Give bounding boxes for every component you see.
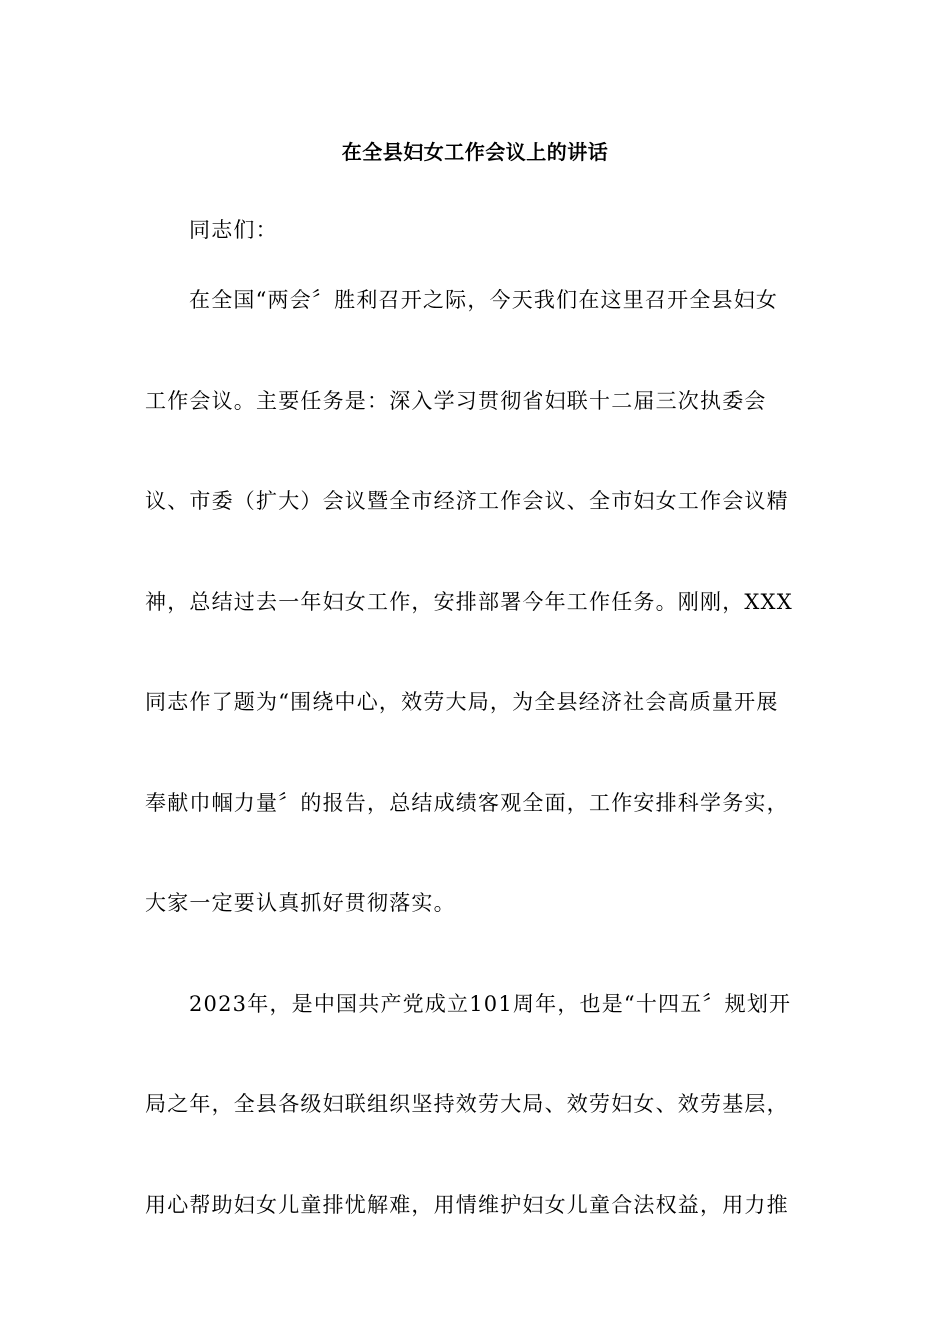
- paragraph-line: 工作会议。主要任务是：深入学习贯彻省妇联十二届三次执委会: [145, 388, 767, 413]
- paragraph-line: 用心帮助妇女儿童排忧解难，用情维护妇女儿童合法权益，用力推: [145, 1192, 789, 1217]
- body-paragraphs: [145, 250, 805, 1255]
- paragraph-line: 奉献巾帼力量〞的报告，总结成绩客观全面，工作安排科学务实，: [145, 790, 789, 815]
- document-title: 在全县妇女工作会议上的讲话: [341, 140, 609, 164]
- paragraph-line: 神，总结过去一年妇女工作，安排部署今年工作任务。刚刚，XXX: [145, 589, 793, 614]
- paragraph-line: 2023年，是中国共产党成立101周年，也是“十四五〞规划开: [189, 991, 792, 1016]
- paragraph-line: 同志作了题为“围绕中心，效劳大局，为全县经济社会高质量开展: [145, 690, 779, 714]
- paragraph-line: 议、市委（扩大）会议暨全市经济工作会议、全市妇女工作会议精: [145, 489, 789, 513]
- paragraph-line: 局之年，全县各级妇联组织坚持效劳大局、效劳妇女、效劳基层，: [145, 1092, 789, 1116]
- paragraph-line: 在全国“两会〞胜利召开之际，今天我们在这里召开全县妇女: [189, 288, 779, 312]
- paragraph-line: 大家一定要认真抓好贯彻落实。: [145, 891, 456, 915]
- salutation: 同志们：: [189, 218, 278, 242]
